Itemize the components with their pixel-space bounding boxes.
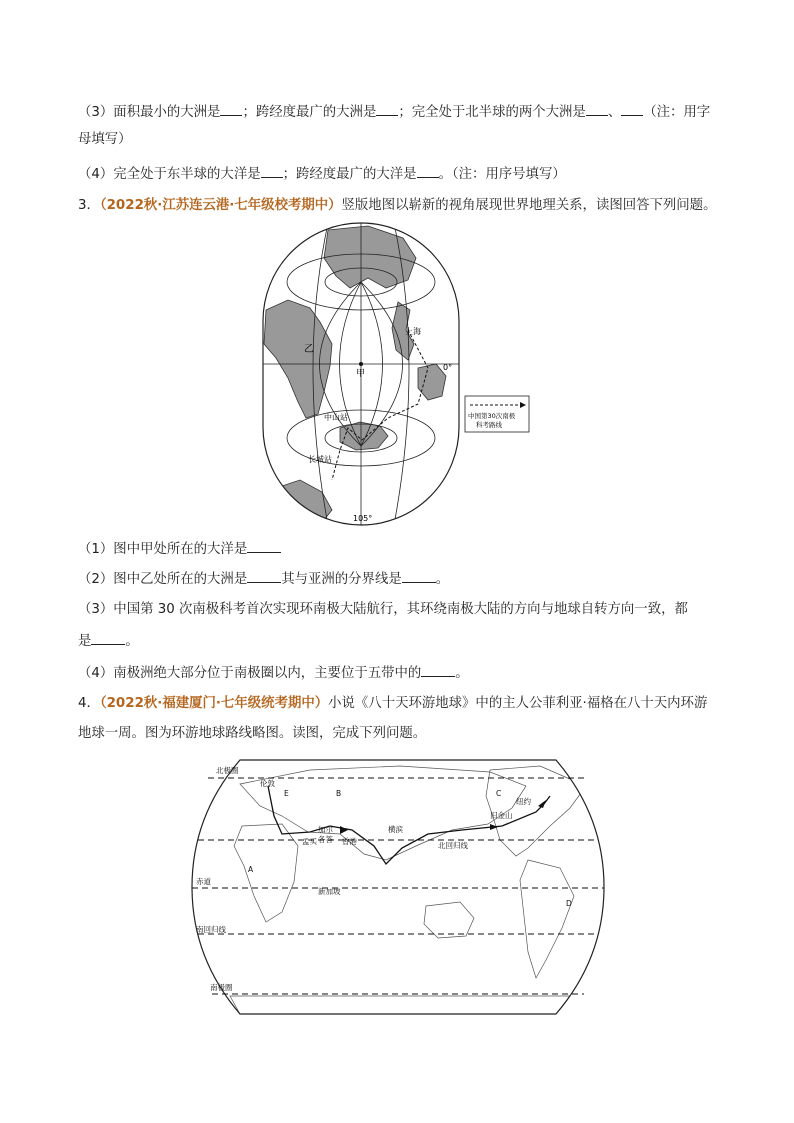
label-yokohama: 横滨 bbox=[388, 825, 403, 834]
q2-p4-text-b: ；跨经度最广的大洋是 bbox=[282, 167, 417, 182]
q3-source: （2022秋·江苏连云港·七年级校考期中） bbox=[99, 198, 342, 213]
answer-blank[interactable] bbox=[621, 102, 643, 116]
q3-p4-text-a: （4）南极洲绝大部分位于南极圈以内，主要位于五带中的 bbox=[78, 666, 422, 681]
travel-route bbox=[268, 786, 550, 864]
answer-blank[interactable] bbox=[247, 539, 281, 553]
label-zhongshan-station: 中山站 bbox=[324, 413, 348, 422]
label-newyork: 纽约 bbox=[516, 797, 531, 806]
answer-blank[interactable] bbox=[220, 102, 242, 116]
q3-part2 bbox=[78, 569, 449, 589]
label-arctic-circle: 北极圈 bbox=[216, 766, 239, 775]
answer-blank[interactable] bbox=[417, 164, 439, 178]
q2-p4-text-c: 。（注：用序号填写） bbox=[438, 167, 566, 182]
label-sanfrancisco: 旧金山 bbox=[490, 811, 513, 820]
q3-p2-text-b: 其与亚洲的分界线是 bbox=[281, 572, 402, 587]
q3-part3-line1 bbox=[78, 601, 688, 619]
q2-part3-line1 bbox=[78, 102, 710, 122]
label-C: C bbox=[496, 789, 502, 798]
label-jia: 甲 bbox=[356, 369, 366, 379]
label-changcheng-station: 长城站 bbox=[308, 455, 332, 464]
label-mumbai: 孟买 bbox=[302, 837, 317, 846]
label-hongkong: 香港 bbox=[342, 837, 357, 846]
legend-line2: 科考路线 bbox=[476, 421, 502, 429]
q2-p3-text-d: 、 bbox=[607, 105, 622, 120]
q4-stem-text-b: 地球一周。图为环游地球路线略图。读图，完成下列问题。 bbox=[78, 726, 427, 741]
q3-stem-text: 竖版地图以崭新的视角展现世界地理关系，读图回答下列问题。 bbox=[341, 198, 717, 213]
q2-p4-text-a: （4）完全处于东半球的大洋是 bbox=[78, 167, 261, 182]
label-yi: 乙 bbox=[304, 344, 314, 355]
q2-part4 bbox=[78, 164, 566, 184]
q3-part4 bbox=[78, 663, 469, 683]
q4-stem-text-a: 小说《八十天环游地球》中的主人公菲利亚·福格在八十天内环游 bbox=[328, 696, 708, 711]
label-B: B bbox=[336, 789, 342, 798]
continent-australia bbox=[424, 902, 474, 938]
q4-stem-line1 bbox=[78, 695, 707, 713]
q2-p3-text-e: （注：用字 bbox=[643, 105, 711, 120]
label-london: 伦敦 bbox=[260, 779, 275, 788]
q3-part1 bbox=[78, 539, 281, 559]
label-105-degree: 105° bbox=[353, 514, 373, 523]
label-calcutta-2: 各答 bbox=[318, 835, 333, 844]
continent-antarctica bbox=[230, 996, 570, 1014]
continent-eurasia bbox=[240, 766, 526, 860]
label-calcutta-1: 加尔 bbox=[318, 825, 333, 834]
q2-p3-text-f: 母填写） bbox=[78, 132, 132, 147]
q2-p3-text-a: （3）面积最小的大洲是 bbox=[78, 105, 221, 120]
q4-number: 4． bbox=[78, 696, 100, 711]
q3-p1-text: （1）图中甲处所在的大洋是 bbox=[78, 542, 248, 557]
q3-p4-text-b: 。 bbox=[455, 666, 469, 681]
world-route-map bbox=[190, 756, 606, 1018]
continent-south-america bbox=[520, 860, 574, 978]
q4-source: （2022秋·福建厦门·七年级统考期中） bbox=[99, 696, 329, 711]
q3-p3-text-a: （3）中国第 30 次南极科考首次实现环南极大陆航行，其环绕南极大陆的方向与地球自转方向一致，都 bbox=[78, 602, 688, 617]
q3-p3-text-b: 是 bbox=[78, 634, 92, 649]
answer-blank[interactable] bbox=[261, 164, 283, 178]
q3-stem bbox=[78, 197, 716, 215]
label-D: D bbox=[566, 899, 572, 908]
q3-p3-text-c: 。 bbox=[125, 634, 139, 649]
label-E: E bbox=[284, 789, 289, 798]
answer-blank[interactable] bbox=[421, 663, 455, 677]
q3-number: 3． bbox=[78, 198, 100, 213]
label-tropic-of-cancer: 北回归线 bbox=[438, 841, 468, 850]
q2-p3-text-c: ；完全处于北半球的两个大洲是 bbox=[398, 105, 586, 120]
q3-p2-text-c: 。 bbox=[435, 572, 450, 587]
map-legend bbox=[465, 396, 529, 432]
label-A: A bbox=[248, 865, 254, 874]
q2-p3-text-b: ；跨经度最广的大洲是 bbox=[242, 105, 377, 120]
label-tropic-of-capricorn: 南回归线 bbox=[196, 925, 226, 934]
label-singapore: 新加坡 bbox=[318, 887, 341, 896]
q2-part3-line2 bbox=[78, 131, 132, 149]
answer-blank[interactable] bbox=[247, 569, 281, 583]
vertical-world-map bbox=[258, 218, 532, 530]
label-equator: 赤道 bbox=[196, 877, 211, 886]
legend-line1: 中国第30次南极 bbox=[468, 412, 516, 420]
label-antarctic-circle: 南极圈 bbox=[210, 983, 233, 992]
answer-blank[interactable] bbox=[586, 102, 608, 116]
q3-part3-line2 bbox=[78, 631, 139, 651]
q4-stem-line2 bbox=[78, 725, 426, 743]
label-0-degree: 0° bbox=[443, 363, 453, 372]
answer-blank[interactable] bbox=[376, 102, 398, 116]
answer-blank[interactable] bbox=[91, 631, 125, 645]
q3-p2-text-a: （2）图中乙处所在的大洲是 bbox=[78, 572, 248, 587]
continent-africa bbox=[234, 824, 298, 922]
answer-blank[interactable] bbox=[402, 569, 436, 583]
label-shanghai: 上海 bbox=[405, 327, 421, 336]
